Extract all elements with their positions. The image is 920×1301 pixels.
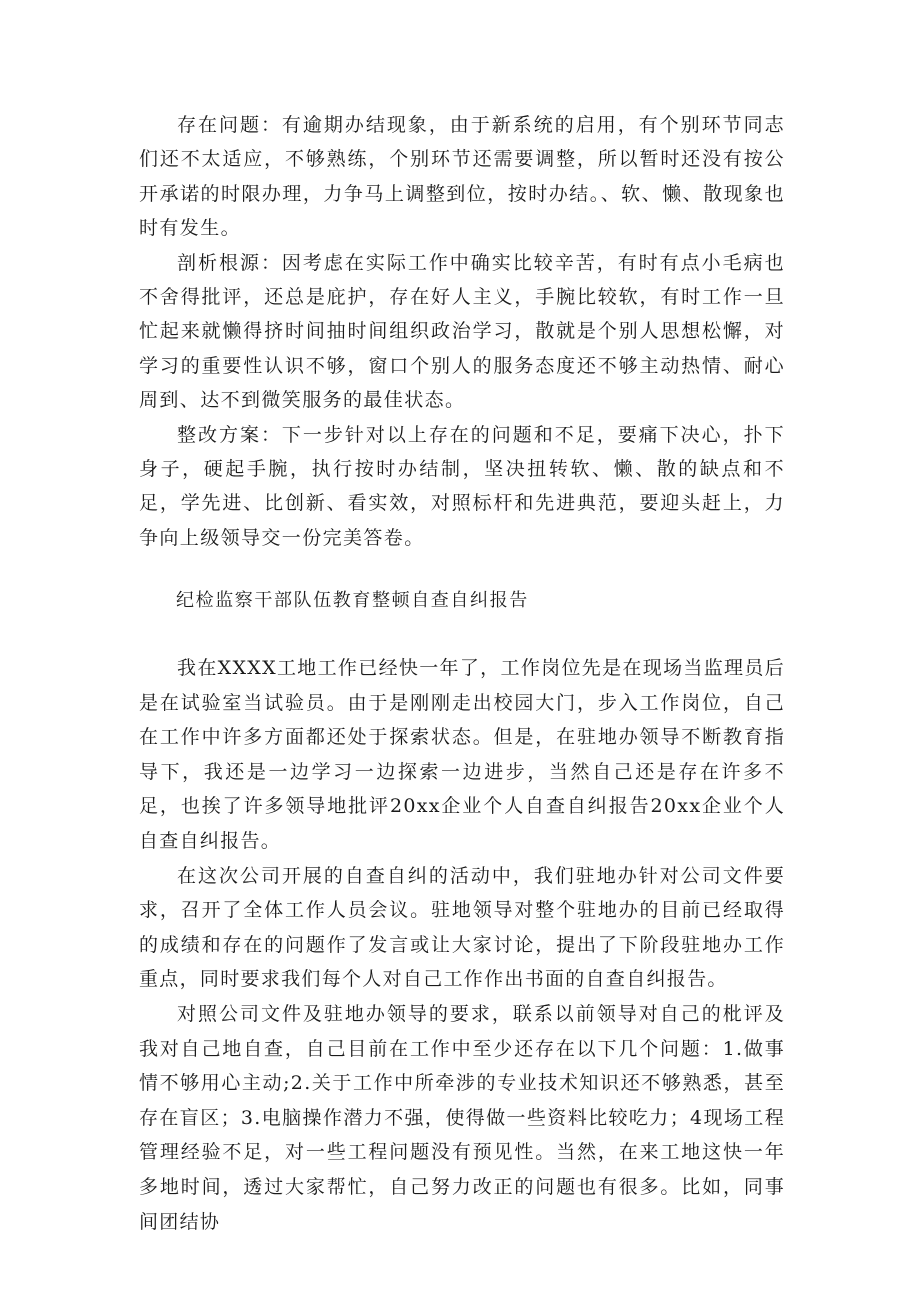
document-section-report: [139, 651, 785, 1239]
paragraph-root-cause: 剖析根源：因考虑在实际工作中确实比较辛苦，有时有点小毛病也不舍得批评，还总是庇护，存在好人主义，手腕比较软，有时工作一旦忙起来就懒得挤时间抽时间组织政治学习，散就是个别人思想松懈，对学习的重要性认识不够，窗口个别人的服务态度还不够主动热情、耐心周到、达不到微笑服务的最佳状态。: [139, 251, 785, 412]
paragraph-rectification-plan: 整改方案：下一步针对以上存在的问题和不足，要痛下决心，扑下身子，硬起手腕，执行按时办结制，坚决扭转软、懒、散的缺点和不足，学先进、比创新、看实效，对照标杆和先进典范，要迎头赶上，力争向上级领导交一份完美答卷。: [139, 423, 785, 549]
document-section-issues: [139, 108, 785, 555]
paragraph-work-intro: 我在XXXX工地工作已经快一年了，工作岗位先是在现场当监理员后是在试验室当试验员。由于是刚刚走出校园大门，步入工作岗位，自己在工作中许多方面都还处于探索状态。但是，在驻地办领导不断教育指导下，我还是一边学习一边探索一边进步，当然自己还是存在许多不足，也挨了许多领导地批评20xx企业个人自查自纠报告20xx企业个人自查自纠报告。: [139, 657, 785, 852]
paragraph-self-check-issues: 对照公司文件及驻地办领导的要求，联系以前领导对自己的枇评及我对自己地自查，自己目前在工作中至少还存在以下几个问题：1.做事情不够用心主动;2.关于工作中所牵涉的专业技术知识还不够熟悉，甚至存在盲区；3.电脑操作潜力不强，使得做一些资料比较吃力；4现场工程管理经验不足，对一些工程问题没有预见性。当然，在来工地这快一年多地时间，透过大家帮忙，自己努力改正的问题也有很多。比如，同事间团结协: [139, 1002, 785, 1233]
paragraph-company-activity: 在这次公司开展的自查自纠的活动中，我们驻地办针对公司文件要求，召开了全体工作人员会议。驻地领导对整个驻地办的目前已经取得的成绩和存在的问题作了发言或让大家讨论，提出了下阶段驻地办工作重点，同时要求我们每个人对自己工作作出书面的自查自纠报告。: [139, 864, 785, 991]
report-title: 纪检监察干部队伍教育整顿自查自纠报告: [176, 590, 529, 611]
paragraph-problems: 存在问题：有逾期办结现象，由于新系统的启用，有个别环节同志们还不太适应，不够熟练，个别环节还需要调整，所以暂时还没有按公开承诺的时限办理，力争马上调整到位，按时办结。、软、懒、散现象也时有发生。: [139, 114, 785, 240]
